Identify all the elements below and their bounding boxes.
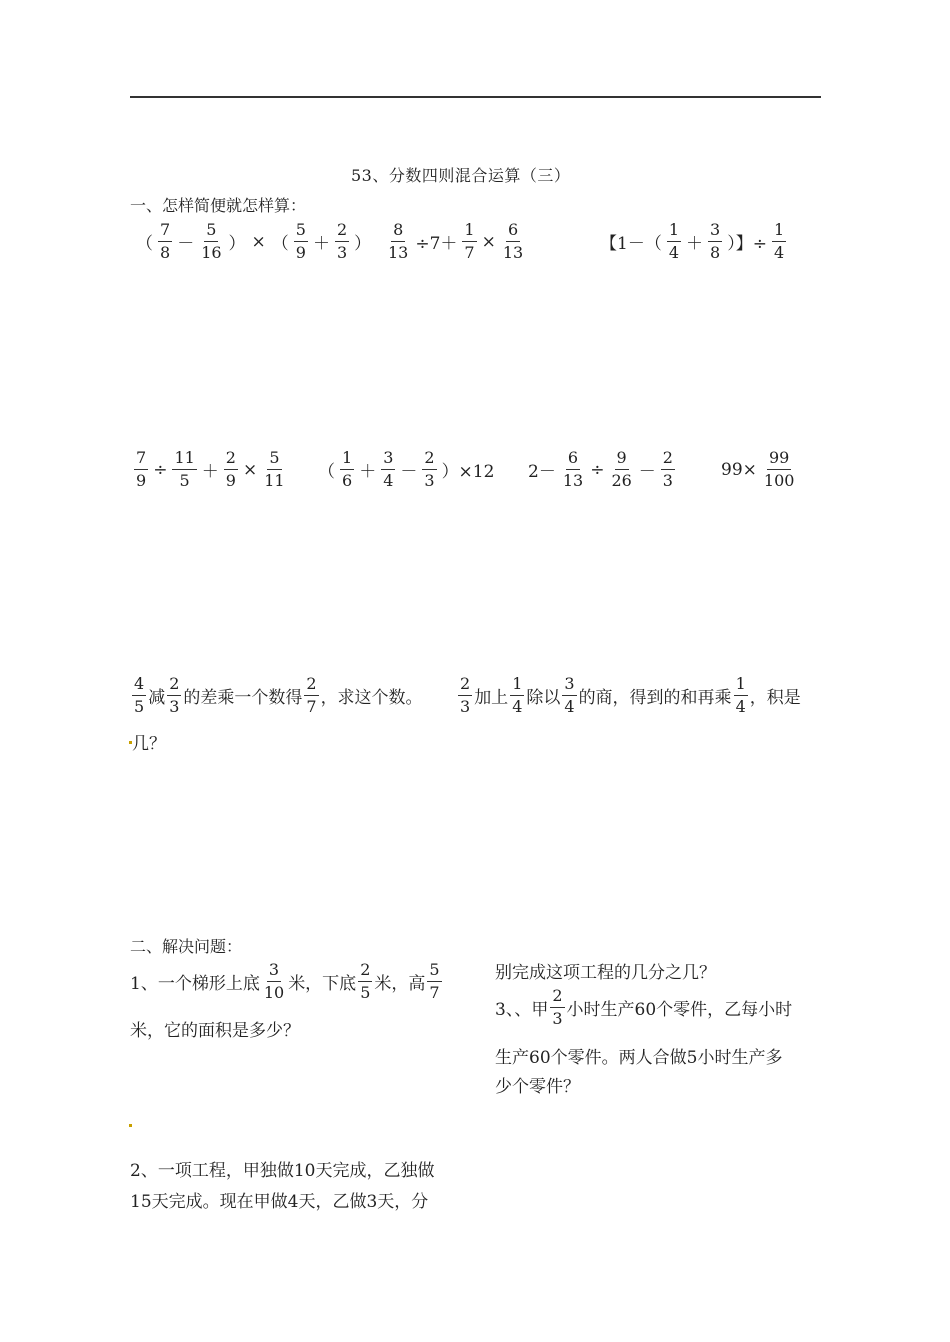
section1-heading: 一、怎样简便就怎样算：: [130, 196, 307, 215]
operator: ＋: [359, 462, 377, 482]
denominator: 6: [342, 471, 353, 490]
numerator: 1: [667, 222, 681, 242]
denominator: 13: [388, 243, 409, 262]
numerator: 3: [562, 676, 576, 696]
numerator: 2: [224, 450, 238, 470]
denominator: 8: [710, 243, 721, 262]
numerator: 4: [132, 676, 146, 696]
numerator: 2: [304, 676, 318, 696]
fraction: [667, 222, 681, 261]
operator: ＋: [686, 234, 704, 254]
fraction: [772, 222, 786, 261]
paren: （: [136, 234, 153, 254]
problem-text: 减: [148, 688, 166, 708]
fraction: [335, 222, 349, 261]
problem-text: ，求这个数。: [320, 688, 423, 708]
expr-1-2: [384, 222, 527, 261]
denominator: 5: [360, 983, 371, 1002]
numerator: 9: [615, 450, 629, 470]
numerator: 3: [381, 450, 395, 470]
numerator: 99: [767, 450, 791, 470]
fraction: [562, 676, 576, 715]
problem-2-line1: 2、一项工程，甲独做10天完成，乙独做: [130, 1161, 435, 1181]
numerator: 3: [267, 962, 281, 982]
expr-2-3: [525, 450, 677, 489]
numerator: 2: [458, 676, 472, 696]
paren: ）: [354, 234, 372, 254]
fraction: [609, 450, 633, 489]
numerator: 2: [661, 450, 675, 470]
fraction: [386, 222, 410, 261]
fraction: [462, 222, 476, 261]
fraction: [224, 450, 238, 489]
expr-1-3: [597, 222, 788, 261]
numerator: 1: [510, 676, 524, 696]
expr-2-1: [132, 450, 289, 489]
page-title: 53、分数四则混合运算（三）: [351, 166, 571, 185]
numerator: 7: [134, 450, 148, 470]
denominator: 4: [564, 697, 575, 716]
fraction: [550, 988, 564, 1027]
numerator: 2: [167, 676, 181, 696]
word-problem-2-continued: 几？: [132, 734, 166, 754]
fraction: [294, 222, 308, 261]
fraction: [172, 450, 196, 489]
paren: ）: [228, 234, 246, 254]
operator: 【1－（: [600, 234, 662, 254]
numerator: 2: [335, 222, 349, 242]
fraction: [427, 962, 441, 1001]
denominator: 13: [502, 243, 524, 262]
denominator: 3: [662, 471, 673, 490]
numerator: 2: [422, 450, 436, 470]
denominator: 10: [263, 983, 285, 1002]
problem-text: ，积是: [749, 688, 801, 708]
operator: 99×: [721, 459, 757, 480]
expr-2-2: [315, 450, 497, 489]
operator: ）】÷: [727, 234, 767, 254]
denominator: 9: [136, 471, 147, 490]
fraction: [304, 676, 318, 715]
problem-text: 的商，得到的和再乘: [578, 688, 732, 708]
problem-1-line2: 米，它的面积是多少？: [130, 1021, 300, 1041]
denominator: 3: [169, 697, 180, 716]
problem-text: 米，下底: [288, 974, 357, 994]
operator: －: [400, 462, 418, 482]
word-problem-1: [130, 676, 423, 715]
fraction: [262, 962, 286, 1001]
denominator: 8: [160, 243, 171, 262]
denominator: 3: [424, 471, 435, 490]
fraction: [199, 222, 223, 261]
denominator: 16: [201, 243, 222, 262]
marker-dot: [129, 741, 132, 744]
denominator: 5: [179, 471, 190, 490]
denominator: 7: [464, 243, 475, 262]
fraction: [262, 450, 286, 489]
denominator: 7: [306, 697, 317, 716]
fraction: [134, 450, 148, 489]
numerator: 2: [550, 988, 564, 1008]
denominator: 5: [134, 697, 145, 716]
section2-heading: 二、解决问题：: [130, 937, 243, 956]
numerator: 5: [427, 962, 441, 982]
fraction: [340, 450, 354, 489]
numerator: 1: [340, 450, 354, 470]
operator: ×: [242, 459, 258, 480]
operator: －: [177, 234, 195, 254]
fraction: [762, 450, 797, 489]
numerator: 5: [204, 222, 218, 242]
operator: ）×12: [441, 462, 495, 482]
numerator: 5: [267, 450, 281, 470]
fraction: [734, 676, 748, 715]
problem-3-line1: [495, 988, 792, 1027]
paren: （: [318, 462, 335, 482]
fraction: [167, 676, 181, 715]
numerator: 11: [172, 450, 196, 470]
fraction: [381, 450, 395, 489]
fraction: [661, 450, 675, 489]
fraction: [458, 676, 472, 715]
fraction: [358, 962, 372, 1001]
marker-dot: [129, 1124, 132, 1127]
paren: （: [271, 234, 289, 254]
problem-text: 除以: [526, 688, 561, 708]
numerator: 3: [708, 222, 722, 242]
numerator: 7: [158, 222, 172, 242]
problem-text: 加上: [474, 688, 509, 708]
expr-2-4: [718, 450, 798, 489]
numerator: 8: [391, 222, 405, 242]
problem-text: 的差乘一个数得: [183, 688, 303, 708]
operator: ÷: [590, 459, 605, 480]
fraction: [501, 222, 525, 261]
fraction: [132, 676, 146, 715]
problem-3-line3: 少个零件？: [495, 1077, 580, 1097]
fraction: [158, 222, 172, 261]
denominator: 3: [460, 697, 471, 716]
numerator: 1: [734, 676, 748, 696]
problem-text: 米，高: [374, 974, 426, 994]
denominator: 11: [264, 471, 285, 490]
operator: ×: [481, 231, 496, 252]
operator: ＋: [312, 234, 330, 254]
denominator: 4: [512, 697, 523, 716]
denominator: 13: [562, 471, 584, 490]
problem-text: 3、、甲: [495, 1000, 549, 1020]
problem-1-line1: [130, 962, 444, 1001]
denominator: 7: [429, 983, 440, 1002]
problem-2-line3: 别完成这项工程的几分之几？: [495, 963, 716, 983]
header-rule: [130, 96, 821, 98]
operator: ×: [251, 231, 266, 252]
fraction: [422, 450, 436, 489]
denominator: 9: [295, 243, 306, 262]
denominator: 4: [668, 243, 680, 262]
numerator: 2: [358, 962, 372, 982]
denominator: 3: [552, 1009, 563, 1028]
problem-3-line2: 生产60个零件。两人合做5小时生产多: [495, 1048, 783, 1068]
problem-text: 小时生产60个零件，乙每小时: [566, 1000, 793, 1020]
fraction: [561, 450, 585, 489]
fraction: [708, 222, 722, 261]
denominator: 9: [225, 471, 236, 490]
numerator: 1: [772, 222, 786, 242]
operator: ＋: [201, 462, 219, 482]
operator: －: [638, 462, 656, 482]
numerator: 6: [566, 450, 580, 470]
denominator: 4: [773, 243, 785, 262]
operator: 2－: [528, 462, 556, 482]
expr-1-1: [133, 222, 374, 261]
problem-2-line2: 15天完成。现在甲做4天，乙做3天，分: [130, 1192, 429, 1212]
operator: ÷: [153, 459, 168, 480]
numerator: 1: [462, 222, 476, 242]
denominator: 26: [611, 471, 632, 490]
denominator: 4: [383, 471, 394, 490]
denominator: 3: [336, 243, 348, 262]
operator: ÷7＋: [415, 234, 458, 254]
fraction: [510, 676, 524, 715]
numerator: 5: [294, 222, 308, 242]
denominator: 4: [735, 697, 746, 716]
word-problem-2: [456, 676, 801, 715]
numerator: 6: [506, 222, 520, 242]
problem-text: 1、一个梯形上底: [130, 974, 260, 994]
denominator: 100: [763, 471, 795, 490]
